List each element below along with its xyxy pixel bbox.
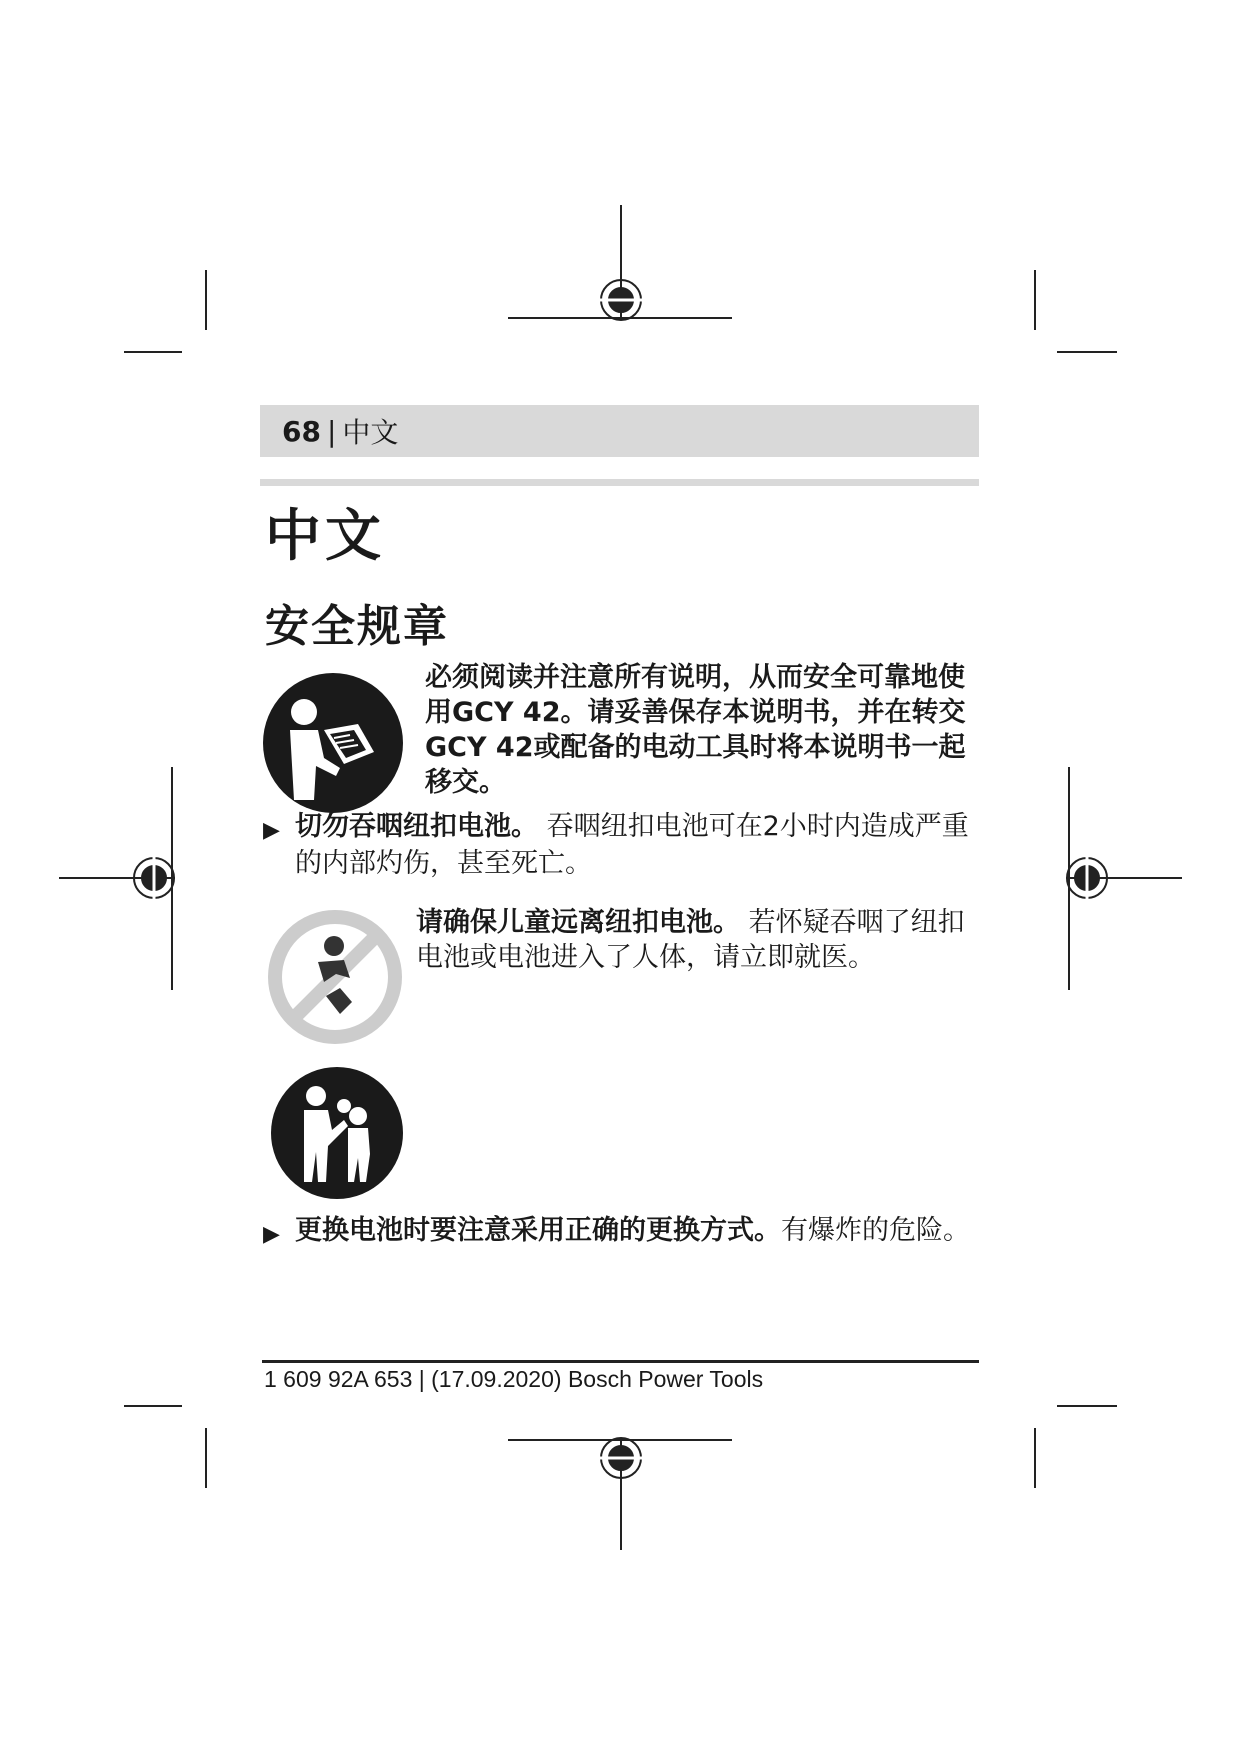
keep-from-children-icon xyxy=(270,1066,404,1200)
header-section: 中文 xyxy=(342,416,399,449)
header-rule xyxy=(260,479,979,486)
page-footer: 1 609 92A 653 | (17.09.2020) Bosch Power Tools xyxy=(264,1366,764,1392)
bullet2-bold: 更换电池时要注意采用正确的更换方式。 xyxy=(295,1215,781,1246)
read-manual-icon xyxy=(262,672,404,814)
warning2-bold: 请确保儿童远离纽扣电池。 xyxy=(416,907,740,938)
footer-rule xyxy=(262,1360,979,1363)
page-header xyxy=(260,405,979,457)
no-infants-icon xyxy=(266,908,404,1046)
bullet-battery-replace xyxy=(263,1212,979,1249)
page-title: 中文 xyxy=(265,504,385,569)
children-warning xyxy=(416,905,976,975)
bullet-marker: ▶ xyxy=(263,818,280,843)
bullet-marker: ▶ xyxy=(263,1222,280,1247)
bullet-swallow-warning xyxy=(263,808,979,882)
bullet1-text: 吞咽纽扣电池可在2小时内造成严重的内部灼伤，甚至死亡。 xyxy=(295,811,969,879)
warning2-text: 若怀疑吞咽了纽扣电池或电池进入了人体，请立即就医。 xyxy=(416,907,965,973)
page-number: 68 xyxy=(282,414,321,448)
bullet2-text: 有爆炸的危险。 xyxy=(781,1215,970,1246)
intro-text: 必须阅读并注意所有说明，从而安全可靠地使用GCY 42。请妥善保存本说明书，并在转交GCY 42或配备的电动工具时将本说明书一起移交。 xyxy=(425,662,966,798)
section-title: 安全规章 xyxy=(265,601,449,652)
header-separator: | xyxy=(326,414,337,448)
bullet1-bold: 切勿吞咽纽扣电池。 xyxy=(295,811,538,842)
